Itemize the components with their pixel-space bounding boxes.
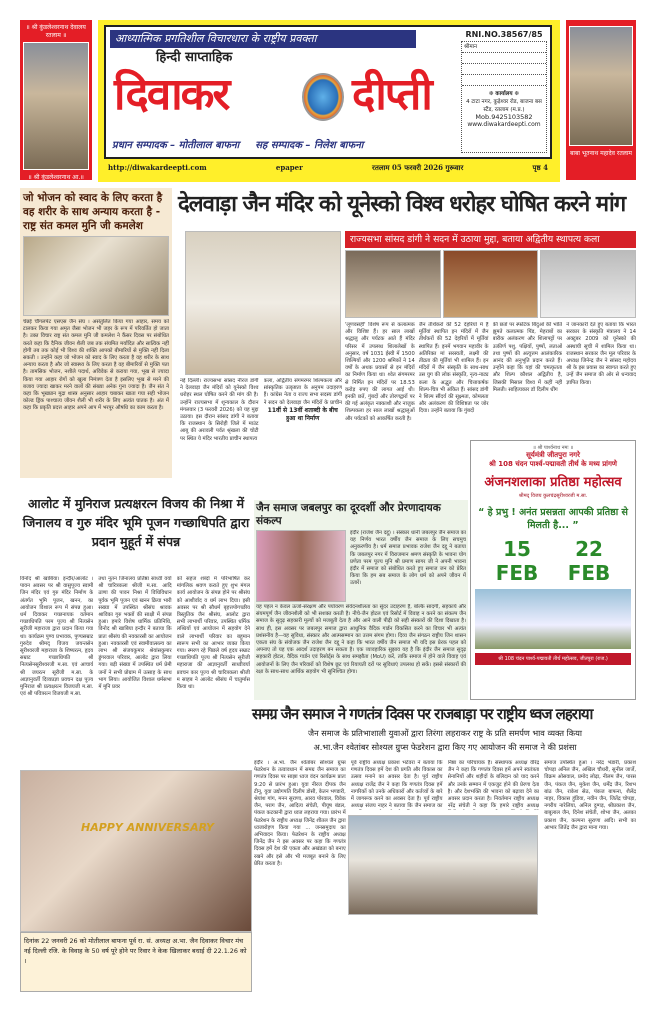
side-story-headline: जो भोजन को स्वाद के लिए करता है वह शरीर के साथ अन्याय करता है - राष्ट्र संत कमल मुनि जी कमलेश — [23, 192, 163, 232]
jabalpur-story-body: यह पहल न केवल ऊर्जा-संरक्षण और पर्यावरण संवेदनशीलता का सुंदर उदाहरण है, बल्कि सादगी, सहकार्य और संयमपूर्ण जैन जीवनशैली को भी सशक्त करती है। नीचे-जैन होटल एवं रिसोर्ट में विवाह न करने का संकल्प जैन समाज के सुदृढ़ सहकारी मूल्यों को मजबूती देता है और आने वाली पीढ़ी को सही संस्कारों की दिशा दिखाता है। साथ ही, इस अवसर पर जबलपुर समाज द्वारा आधुनिक वैदिक गार्डन विकसित करने का विचार भी अत्यंत प्रशंसनीय है—यह सुविधा, संस्कार और आत्मसम्मान का उत्तम संगम होगा। दिव्य जैन संगठन राष्ट्रीय जिन शासन एकता संघ के संयोजक जैन राजेश जैन दद्दू ने कहा कि भारत वर्षीय जैन समाज भी यदि इस प्रेरक पहल को अपनाए तो यह एक आदर्श उदाहरण बन सकता है। एक व्यावहारिक सुझाव यह है कि इंदौर जैन समाज सुदृढ़ सहकारी होटल, वैदिक गार्डन एवं रिसोर्ट्स के साथ समझौता (MoU) करें, ताकि समाज में होने वाले विवाह एवं आयोजनों के लिए जैन परिवारों को विशेष छूट एवं रियायती दरों पर सुविधाएं उपलब्ध हो सकें। इससे संस्कारों की रक्षा के साथ-साथ आर्थिक सहयोग भी सुनिश्चित होगा। — [256, 604, 466, 675]
right-deity-panel — [566, 20, 636, 180]
main-story-lower-cols — [180, 378, 342, 492]
anniversary-photo-caption: दिनांक 22 जनवरी 26 को मोतीलाल बाफना पूर्व रा. सं. अध्यक्ष अ.भा. जैन दिवाकर विचार मंच नई दिल्ली रजि. के विवाह के 50 वर्ष पूरे होने पर रिवार ने केक खिलाकर बधाई दी 22.1.26 को । — [20, 932, 252, 992]
rni-number: RNI.NO.38567/85 — [465, 30, 543, 39]
samagra-subheadline-2: अ.भा.जैन श्वेतांबर सोश्यल ग्रुप्स फेडरेशन द्वारा किए गए आयोजन की समाज ने की प्रशंसा — [313, 742, 577, 752]
temple-illustration — [475, 589, 631, 649]
main-subheadline: राज्यसभा सांसद डांगी ने सदन में उठाया मुद्दा, बताया अद्वितीय स्थापत्य कला — [345, 231, 636, 248]
main-story-crosshead: 11वीं से 13वीं शताब्दी के बीच हुआ था निर्माण — [267, 407, 338, 422]
main-story-col: कला, अद्वितीय संगमरमर शिल्पकला और सांस्कृतिक उत्कृष्टता के अनुपम उदाहरण हैं। कांग्रेस नेता व राज्य सभा सदस्य डांगी ने सदन को देलवाड़ा जैन मंदिरों के प्राचीन — [263, 378, 342, 406]
chief-editor: प्रधान सम्पादक – मोतीलाल बाफना — [112, 140, 240, 151]
page-number: पृष्ठ 4 — [532, 163, 548, 172]
deity-photo-left — [23, 42, 89, 170]
pratishtha-mahotsav-ad — [470, 440, 636, 700]
samagra-story-col: समाज उपस्थित हुआ । नरेंद्र भंडारी, प्रकाश चोपड़ा अनिल जैन, अखिल चौधरी, सुनील जार्जे, विक्रम ओसवाल, प्रमोद लोढ़ा, नीलम जैन, पारस जैन, पंकज जैन, मुकेश जैन, धर्मेंद्र जैन, रिशभ बांठ जैन, राकेश सेठ, पंकज बाफना, शैलेंद्र नाहर, विकास हुंडिया, नवीन जैन, जितेंद्र चोपड़ा, नगरीय नारेलिया, अनिल दुग्गड़, श्रीप्रकाश जैन, बाबूलाल जैन, दिनेश संचेती, शोभा जैन, अलका प्रकाश जैन, कल्पना सुराणा आदि। सभी का आभार जितेंद्र जैन द्वारा माना गया। — [544, 760, 636, 831]
ad-start-date: 15 FEB — [495, 537, 539, 585]
left-panel-caption: ॥ श्री कुंडलेश्वरनाथ आ.॥ — [28, 174, 84, 181]
samagra-story-col: निष्ठा का परिचायक है। संस्थापक अध्यक्ष वीरेंद्र जैन ने कहा कि गणतंत्र दिवस हमें अपने स्वतंत्रता सेनानियों और शहीदों के बलिदान को याद करने और उनके सम्मान में एकजुट होने की प्रेरणा देता है। और देशभक्ति की भावना को बढ़ावा देने का अवसर प्रदान करता है। निवर्तमान राष्ट्रीय अध्यक्ष नरेंद्र संचेती ने कहा कि हमारे राष्ट्रीय अध्यक्ष — [447, 760, 540, 810]
website-address: www.diwakardeepti.com — [467, 121, 541, 128]
ad-title: अंजनशलाका प्रतिष्ठा महोत्सव — [484, 475, 622, 490]
masthead — [98, 20, 560, 182]
monks-photo-jabalpur — [256, 530, 346, 602]
ad-footer: श्री 108 चंदन पार्श्व-पद्मावती तीर्थ महोत्सव, जीतपुरा (राज.) — [475, 653, 631, 665]
main-story-col: की छतों पर स्फटिक बिंदुओं की भांति झूमते कलात्मक पिंड, मेहराबों का बारीक अलंकरण और शिलापट्टों पर उत्कीर्ण पशु, पक्षियों, पुष्पों, लताओं तथा पुष्पों की अत्युत्तम आलंकारिक आनंद की अनुभूति प्रदान करते हैं। उन्होंने कहा कि यहां की चमत्कृतता और शिल्प कौशल अद्वितीय है, जिसकी मिसाल विश्व में कहीं नहीं मिलती। साहित्यकार डॉ दिलीप धींग — [492, 322, 563, 393]
ad-organizer: श्रीमद् विजय कुलचंद्रसूरीश्वरजी म.सा. — [518, 493, 588, 499]
masthead-subtitle: हिन्दी साप्ताहिक — [156, 50, 233, 65]
site-url-link[interactable]: http://diwakardeepti.com — [108, 163, 207, 172]
ad-line1: सूर्यमंत्री जीतपुरा नगरे — [526, 451, 580, 459]
temple-pillars-photo — [540, 250, 636, 318]
left-panel-title: ॥ श्री कुंडलेश्वरनाथ देवालय रतलाम ॥ — [26, 24, 86, 39]
side-story-body: चेन्नई चौगलपेट एसएस जैन संघ । असंतुलित किया गया आहार, समय को टालकर किया गया अमृत जैसा भोजन भी जहर के रूप में परिवर्तित हो जाता है। उक्त विचार राष्ट्र संत कमल मुनि जी कमलेश ने कैंसर दिवस पर संबोधित करते कहा कि दैनिक जीवन शैली जब तक संयमित मर्यादित और सात्विक नहीं होगी तब तक कोई भी विश्व की शक्ति आपको बीमारियों से मुक्ति नहीं दिला सकती । उन्होंने कहा जो भोजन को स्वाद के लिए करता है वह शरीर के साथ अन्याय करता है और जो स्वास्थ्य के लिए करता है वह बीमारियों से मुक्ति पता है। तामसिक भोजन, नशीले पदार्थ, अविवेक से कराया गया, भूख से ज्यादा किया गया आहार रोगों को खुला निमंत्रण देता है इसलिए भूख से मरने की बजाय ज्यादा खाकर मरने वालों की संख्या अनेक गुना ज्यादा है। जैन संत ने कहा कि भूखप्रान मुद्रा शास्त्र अनुसार आहार चबाकर खाता गया सही भोजन कोल्ड ड्रिंक पाश्चात्य जीवन शैली भी शरीर के लिए अत्यंत घातक है। अंत में कहा कि प्रकृति प्रदत्त आहार अपने आप में भरपूर औषधि का काम करता है। — [23, 319, 169, 412]
main-story-col: 'लूणवसही' विशेष रूप से कलात्मक और विशिष्ट हैं। हर साल लाखों श्रद्धालु और पर्यटक आते हैं मंदिर परिसर में उपलब्ध शिलालेखों के अनुसार, वर्ष 1031 ईस्वी में 1500 शिल्पियों और 1200 श्रमिकों ने 14 वर्षों के अथक प्रयासों से इन मंदिरों का निर्माण किया था। श्वेत संगमरमर से निर्मित इन मंदिरों पर 18.53 करोड़ रुपए की लागत आई थी। इनकी छतें, गुंबदों और तोरणद्वारों पर की गई अलंकृत नक्काशी और नाजुक शिल्पकला हर साल लाखों श्रद्धालुओं और पर्यटकों को आकर्षित करती है। — [345, 322, 415, 422]
globe-logo-icon — [302, 73, 344, 121]
left-deity-panel — [20, 20, 92, 180]
newspaper-name-part1: दिवाकर — [114, 69, 229, 120]
epaper-label: epaper — [275, 163, 303, 172]
deity-photo-right — [569, 26, 633, 146]
temple-idol-photo — [185, 231, 341, 375]
main-story-col: ने जानकारी देते हुए बताया कि भारत सरकार के संस्कृति मंत्रालय ने 14 अक्टूबर 2009 को यूनेस्को की अस्थायी सूची में शामिल किया था। राजस्थान सरकार जैन मूल परिवार के अध्यक्ष जिनेन्द्र जैन ने सांसद महोदय श्री के इस प्रयास का स्वागत करते हुए उन्हें जैन समाज की ओर से धन्यवाद ज्ञापित किया। — [566, 322, 636, 386]
main-story-col: नई दिल्ली। राज्यसभा सांसद नीरज डांगी ने देलवाड़ा जैन मंदिरों को यूनेस्को विश्व धरोहर स्थल घोषित करने की मांग की है। उन्होंने राज्यसभा में शून्यकाल के दौरान मंगलवार (3 फरवरी 2026) को यह मुद्दा उठाया। इस दौरान सांसद डांगी ने बताया कि राजस्थान के सिरोही जिले में माउंट आबू की अरावली पर्वत श्रृंखला की चोटी पर स्थित ये मंदिर भारतीय प्राचीन स्थापत्य — [180, 378, 259, 442]
main-story-col: जैन तीर्थंकरों की 52 देहरियों में हैं मूर्तियां स्थापित इन मंदिरों में जैन तीर्थंकरों की 52 देहरियों में मूर्तियां स्थापित हैं। इनमें भगवान महावीर के अतिरिक्त मां सरस्वती, लक्ष्मी की तीव्रता की मूर्तियां भी शामिल हैं। इन मंदिरों में जैन संस्कृति के साथ-साथ उस युग की लोक संस्कृति, नृत्य-नाट्य कला के अद्भुत और चित्ताकर्षक शिल्प-चित्र भी अंकित हैं। सांसद डांगी ने शिल्प सौंदर्य की सूक्ष्मता, कोमलता और अलंकरण की विशिष्टता पर जोर दिया। उन्होंने बताया कि गुंबदों — [418, 322, 489, 415]
office-label: ❉ कार्यालय ❉ — [488, 91, 520, 97]
office-address: 4 टाटा नगर, कुड़ेश्वर रोड, बाजना बस स्टैंड, रतलाम (म.प्र.) — [466, 99, 542, 113]
alot-story-cols — [20, 576, 250, 764]
samagra-story-headline: समग्र जैन समाज ने गणतंत्र दिवस पर राजबाड़ा पर राष्ट्रीय ध्वज लहराया — [252, 705, 593, 723]
anniversary-photo — [20, 770, 252, 932]
jabalpur-story — [254, 500, 468, 700]
issue-date: रतलाम 05 फरवरी 2026 गुरूवार — [372, 163, 464, 172]
mobile-number: Mob.9425103582 — [475, 113, 533, 121]
co-editor: सह सम्पादक – निलेश बाफना — [255, 140, 364, 151]
ad-end-date: 22 FEB — [567, 537, 611, 585]
temple-photos — [345, 250, 636, 318]
newspaper-name-part2: दीप्ती — [352, 69, 431, 120]
addressee-label: श्रीमान — [462, 42, 546, 53]
monks-photo — [23, 236, 169, 316]
alot-story-headline: आलोट में मुनिराज प्रत्यक्षरत्न विजय की निश्रा में जिनालय व गुरु मंदिर भूमि पूजन गच्छाधिपति द्वारा प्रदान मुहूर्त में संपन्न — [22, 496, 250, 549]
main-story-upper-cols — [345, 322, 636, 438]
main-headline: देलवाड़ा जैन मंदिर को यूनेस्को विश्व धरोहर घोषित करने मांग — [178, 192, 626, 217]
alot-story-col: विनोद श्री खाबिया। इन्दौर/आलोट । पावन अवसर पर श्री वासुपूज्य स्वामी जिन मंदिर एवं गुरु मंदिर निर्माण के अंतर्गत भूमि पूजन, खनन, का आयोजन विशाल रूप में संपन्न हुआ। धर्म दिवाकर गच्छनायक वर्तमान गच्छाधिपति परम पूज्य श्री नित्यसेन सूरीजी महाराजा द्वारा प्रदान किया गया था। कार्यक्रम पुण्य प्रभावक, पुण्यसम्राट गुरुदेव श्रीमद् विजय जयन्तसेन सूरीश्वरजी महाराजा के शिष्यरत्न, हृदय सम्राट गच्छाधिपति श्री नित्यसेनसूरीश्वरजी म.सा. एवं आचार्य श्री जयरत्न सूरीजी म.सा. के आज्ञानुवर्ती दिव्यप्रज्ञा प्रवचन दक्ष पूज्य मुनिराज श्री प्रत्यक्षरत्न विजयजी म.सा. एवं श्री पवित्ररत्न विजयजी म.सा. — [20, 576, 94, 698]
ad-line2: श्री 108 चंदन पार्श्व-पद्मावती तीर्थ के मध्य प्रांगणे — [489, 460, 617, 468]
samagra-story-col: पूर्व राष्ट्रीय अध्यक्ष प्रकाश भटेवरा ने बताया कि गणतंत्र दिवस हमें देश की प्रगति और विकास का उत्सव मनाने का अवसर देता है। पूर्व राष्ट्रीय अध्यक्ष राजेंद्र जैन ने कहा कि गणतंत्र दिवस हमें नागरिकों को उनके अधिकारों और कर्तव्यों के बारे में जागरूक करने का अवसर देता है। पूर्व राष्ट्रीय अध्यक्ष संजय नाहर ने बताया कि जैन समाज का — [350, 760, 443, 810]
anniversary-banner: HAPPY ANNIVERSARY — [81, 821, 215, 834]
right-panel-caption: बाबा भूतनाथ महादेव रतलाम — [570, 150, 632, 157]
alot-story-col: तथा नूतन जिनालय प्रतिष्ठा साध्वी वर्या श्री चारित्रकला श्रीजी म.सा. आदि ठाणा की पावन निश्रा में विधिविधान पूर्वक भूमि पूजन एवं खनन क्रिया भारी सख्या में उपस्थित श्रीसंघ श्रावक श्राविका गुरु भक्तों की साक्षी में संपन्न हुआ। हमारे विशेष धार्मिक प्रतिनिधि, विनोद श्री खाबिया इन्दौर ने बताया कि प्रातः श्रीसंघ की नवकारसी का आयोजन हुआ। नवकारसी एवं स्वामीवात्सल्य का लाभ श्री संजयकुमार श्रेयांसकुमार डूंगरवाल परिवार, आलोट द्वारा लिया गया। बड़ी संख्या में उपस्थित धर्म प्रेमी जनों ने सभी प्रोग्राम में उत्साह के साथ भाग लिया। आयोजित विशाल धर्मसभा में मुनि प्रवर — [98, 576, 172, 691]
samagra-subheadline-1: जैन समाज के प्रतिभाशाली युवाओं द्वारा तिरंगा लहराकर राष्ट्र के प्रति समर्पण भाव व्यक्त किया — [308, 728, 582, 738]
ad-top-line: ॥ श्री पार्श्वनाथ नमः ॥ — [532, 445, 574, 451]
jabalpur-story-headline: जैन समाज जबलपुर का दूरदर्शी और प्रेरणादायक संकल्प — [256, 502, 441, 527]
temple-interior-photo — [345, 250, 441, 318]
flag-hoisting-photo — [348, 815, 538, 915]
jabalpur-story-body: इंदौर (राजेश जैन दद्दू) । संस्कार धानी जबलपुर जैन समाज का यह निर्णय भारत वर्षीय जैन समाज के लिए सचमुच अनुकरणीय है। धर्म समाज प्रभावक राजेश जैन दद्दू ने बताया कि जबलपुर नगर में विराजमान श्रमण संस्कृति के भावना योग प्रणेता परम पूज्य मुनि श्री प्रमाण सागर जी ने अपनी भावना इंदौर में समाज को संबोधित करते हुए समाज जन को प्रेरित किया कि हम सब समाज के लोग धर्म को अपने जीवन में उतारें। — [350, 530, 466, 587]
ad-quote: “ हे प्रभु ! अनंत प्रसन्नता आपकी प्रतिष्ठा से मिलती है... ” — [478, 507, 628, 531]
samagra-story-col: इंदौर । अ.भा. जैन श्वेतांबर सोश्यल ग्रुप्स फेडरेशन के तत्वावधान में समग्र जैन समाज का गणतंत्र दिवस पर साझा ध्वज वंदन कार्यक्रम प्रातः 9:20 से प्रारंभ हुआ। युवा नीरज दीपक जैन टीनू, युवा उद्योगपति दिलीप डोसी, केतन भण्डारी, श्रेयांश गांग, मनन सुराणा, आरव पोरवाल, विवेक जैन, पराग जैन, आदित्य संचेती, पीयूष बंडल, पंकज कटकानी द्वारा ध्वज लहराया गया। प्रारंभ में फेडरेशन के राष्ट्रीय अध्यक्ष जिनेंद्र शीतल जैन द्वारा ध्वजारोहण किया गया ... जनसमुदाय का अभिवादन किया। फेडरेशन के राष्ट्रीय अध्यक्ष जिनेंद्र जैन ने इस अवसर पर कहा कि गणतंत्र दिवस हमें देश की एकता और अखंडता को बनाए रखने और इसे और भी मजबूत बनाने के लिए प्रेरित करता है। — [254, 760, 346, 867]
side-story — [20, 188, 172, 478]
alot-story-col: को सहज शब्दों में परिभाषित कर मांगलिक श्रवण कराते हुए शुभ मंगल कार्य आयोजन के संपन्न होने पर श्रीसंघ को आशीर्वाद व धर्म लाभ दिया। इसी अवसर पर श्री सौधर्म बृहत्तपोगच्छीय त्रिस्तुतिक जैन श्रीसंघ, आलोट द्वारा सभी लाभार्थी परिवार, उपस्थित धर्मिक लब्धियों एवं आयोजन में सहयोग देने वाले लाभार्थी परिवार का बहुमान स्वरूप सभी का आभार व्यक्त किया गया। स्मरण रहे पिछले वर्ष हृदय सम्राट गच्छाधिपति पूज्य श्री नित्यसेन सूरीजी महाराजा की आज्ञानुवर्ती साध्वीवर्या प्रवचन कार पूज्य श्री चारित्रकला श्रीजी म साहब ने आलोट श्रीसंघ में चातुर्मास किया था। — [176, 576, 250, 691]
temple-carving-photo — [443, 250, 539, 318]
masthead-tagline: आध्यात्मिक प्रगतिशील विचारधारा के राष्ट्रीय प्रवक्ता — [110, 30, 416, 48]
